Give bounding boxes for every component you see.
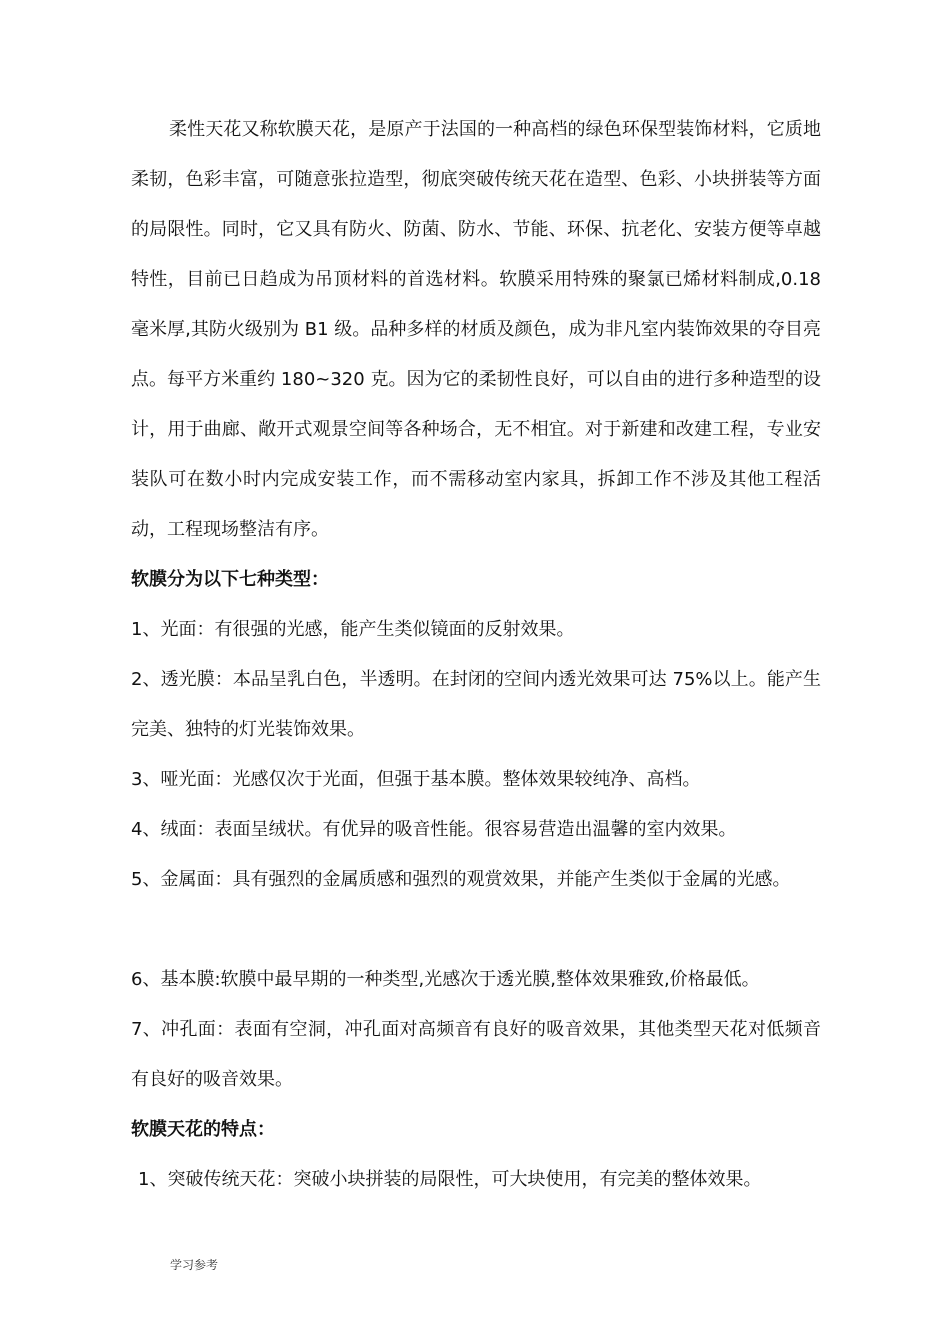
features-heading: 软膜天花的特点：: [131, 1119, 275, 1140]
type-item-7: 7、冲孔面：表面有空洞，冲孔面对高频音有良好的吸音效果，其他类型天花对低频音有良好的吸音效果。: [131, 1019, 821, 1090]
feature-item-1: 1、突破传统天花：突破小块拼装的局限性，可大块使用，有完美的整体效果。: [138, 1169, 762, 1190]
type-item-1: 1、光面：有很强的光感，能产生类似镜面的反射效果。: [131, 619, 575, 640]
type-item-6: 6、基本膜:软膜中最早期的一种类型,光感次于透光膜,整体效果雅致,价格最低。: [131, 969, 760, 990]
type-item-4: 4、绒面：表面呈绒状。有优异的吸音性能。很容易营造出温馨的室内效果。: [131, 819, 737, 840]
intro-paragraph: 柔性天花又称软膜天花，是原产于法国的一种高档的绿色环保型装饰材料，它质地柔韧，色彩丰富，可随意张拉造型，彻底突破传统天花在造型、色彩、小块拼装等方面的局限性。同时，它又具有防火、防菌、防水、节能、环保、抗老化、安装方便等卓越特性，目前已日趋成为吊顶材料的首选材料。软膜采用特殊的聚氯已烯材料制成,0.18 毫米厚,其防火级别为 B1 级。品种多样的材质及颜色，成为非凡室内装饰效果的夺目亮点。每平方米重约 180~320 克。因为它的柔韧性良好，可以自由的进行多种造型的设计，用于曲廊、敞开式观景空间等各种场合，无不相宜。对于新建和改建工程，专业安装队可在数小时内完成安装工作，而不需移动室内家具，拆卸工作不涉及其他工程活动，工程现场整洁有序。: [131, 119, 821, 540]
types-heading: 软膜分为以下七种类型：: [131, 569, 329, 590]
type-item-3: 3、哑光面：光感仅次于光面，但强于基本膜。整体效果较纯净、高档。: [131, 769, 701, 790]
page-footer: 学习参考: [170, 1258, 219, 1272]
type-item-5: 5、金属面：具有强烈的金属质感和强烈的观赏效果，并能产生类似于金属的光感。: [131, 869, 791, 890]
type-item-2: 2、透光膜：本品呈乳白色，半透明。在封闭的空间内透光效果可达 75%以上。能产生完美、独特的灯光装饰效果。: [131, 669, 821, 740]
